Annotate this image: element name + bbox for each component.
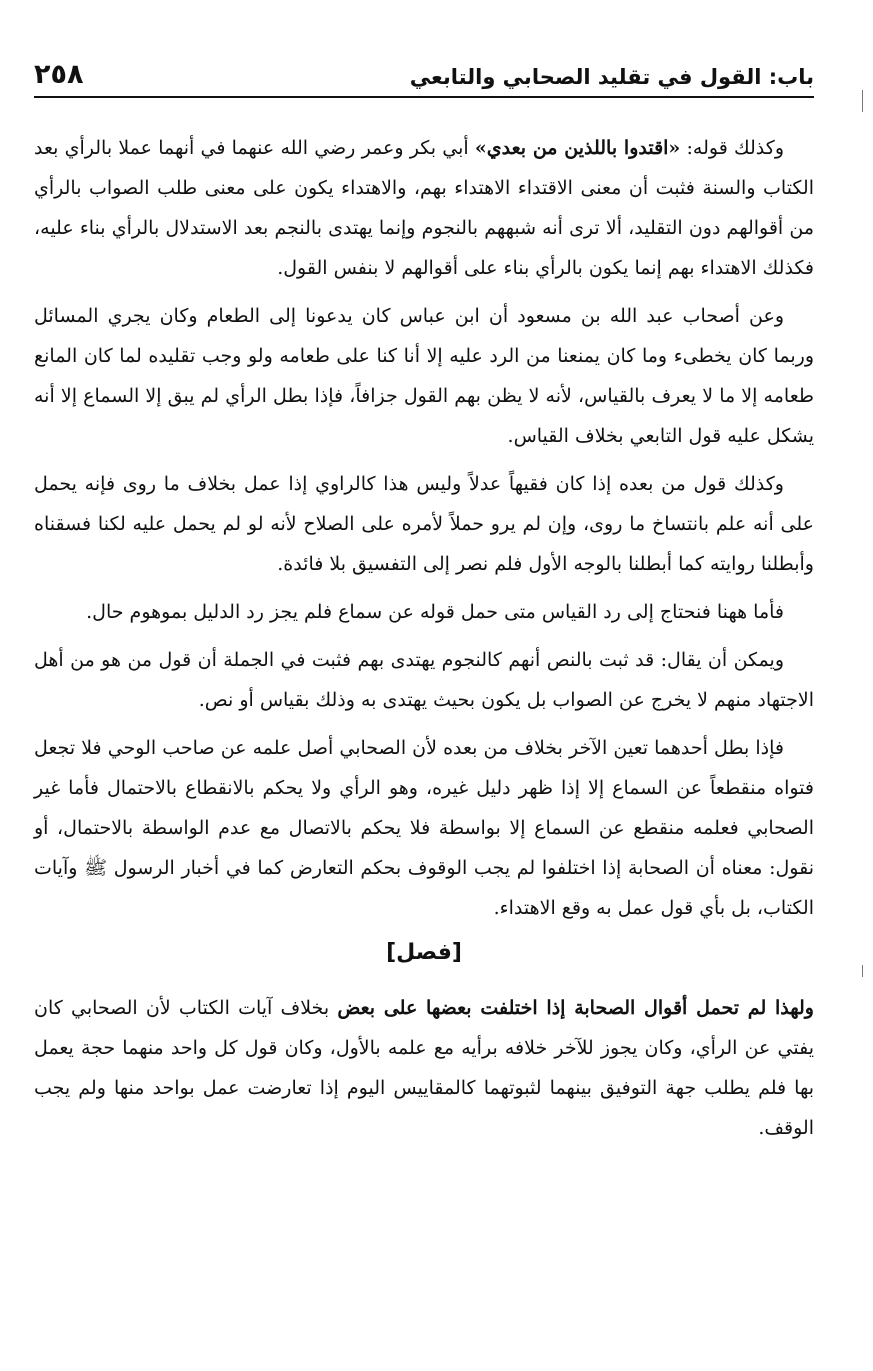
paragraph-7 xyxy=(34,988,814,1148)
paragraph-6: فإذا بطل أحدهما تعين الآخر بخلاف من بعده لأن الصحابي أصل علمه عن صاحب الوحي فلا تجعل فتواه منقطعاً عن السماع إلا إذا ظهر دليل غيره، وهو الرأي ولا يحكم بالانقطاع بالاحتمال فأما غير الصحابي فعلمه منقطع عن السماع إلا بواسطة فلا يحكم بالاتصال مع عدم الواسطة بالاحتمال، أو نقول: معناه أن الصحابة إذا اختلفوا لم يجب الوقوف بحكم التعارض كما في أخبار الرسول ﷺ وآيات الكتاب، بل بأي قول عمل به وقع الاهتداء. xyxy=(34,737,814,919)
page-header xyxy=(34,52,814,98)
paragraph-1 xyxy=(34,128,814,288)
hadith-quote: «اقتدوا باللذين من بعدي» xyxy=(474,137,681,159)
paragraph-7-text: بخلاف آيات الكتاب لأن الصحابي كان يفتي عن الرأي، وكان يجوز للآخر خلافه برأيه مع علمه بالأول، وكان قول كل واحد منهما حجة يعمل بها فلم يطلب جهة التوفيق بينهما لثبوتهما كالمقاييس اليوم إذا تعارضت عمل بواحد منها ولم يجب الوقف. xyxy=(34,997,814,1139)
book-page xyxy=(34,52,814,1352)
paragraph-4: فأما ههنا فنحتاج إلى رد القياس متى حمل قوله عن سماع فلم يجز رد الدليل بموهوم حال. xyxy=(86,601,784,623)
page-number: ٢٥٨ xyxy=(34,59,84,90)
chapter-title: باب: القول في تقليد الصحابي والتابعي xyxy=(409,65,814,89)
margin-mark xyxy=(862,965,863,977)
margin-mark xyxy=(862,90,863,112)
page-body xyxy=(34,128,814,1148)
section-heading: [فصل] xyxy=(386,940,462,965)
paragraph-3: وكذلك قول من بعده إذا كان فقيهاً عدلاً وليس هذا كالراوي إذا عمل بخلاف ما روى فإنه يحمل على أنه علم بانتساخ ما روى، وإن لم يرو حملاً لأمره على الصلاح لأنه لو لم يحمل عليه لكنا فسقناه وأبطلنا روايته كما أبطلنا بالوجه الأول فلم نصر إلى التفسيق بلا فائدة. xyxy=(34,473,814,575)
paragraph-5: ويمكن أن يقال: قد ثبت بالنص أنهم كالنجوم يهتدى بهم فثبت في الجملة أن قول من هو من أهل الاجتهاد منهم لا يخرج عن الصواب بل يكون بحيث يهتدى به وذلك بقياس أو نص. xyxy=(34,649,814,711)
paragraph-2: وعن أصحاب عبد الله بن مسعود أن ابن عباس كان يدعونا إلى الطعام وكان يجري المسائل وربما كان يخطىء وما كان يمنعنا من الرد عليه إلا أنا كنا على طعامه ولو وجب تقليده لما كان المانع طعامه إلا ما لا يعرف بالقياس، لأنه لا يظن بهم القول جزافاً، فإذا بطل الرأي لم يبق إلا السماع إلا أنه يشكل عليه قول التابعي بخلاف القياس. xyxy=(34,305,814,447)
paragraph-1-text: أبي بكر وعمر رضي الله عنهما في أنهما عملا بالرأي بعد الكتاب والسنة فثبت أن معنى الاقتداء الاهتداء بهم، والاهتداء يكون على معنى طلب الصواب بالرأي من أقوالهم دون التقليد، ألا ترى أنه شبههم بالنجوم وإنما يهتدى بالنجم بعد الاستدلال بالرأي بناء عليه، فكذلك الاهتداء بهم إنما يكون بالرأي بناء على أقوالهم لا بنفس القول. xyxy=(34,137,814,279)
paragraph-1-lead: وكذلك قوله: xyxy=(680,137,785,159)
paragraph-7-bold-lead: ولهذا لم تحمل أقوال الصحابة إذا اختلفت بعضها على بعض xyxy=(337,997,814,1019)
